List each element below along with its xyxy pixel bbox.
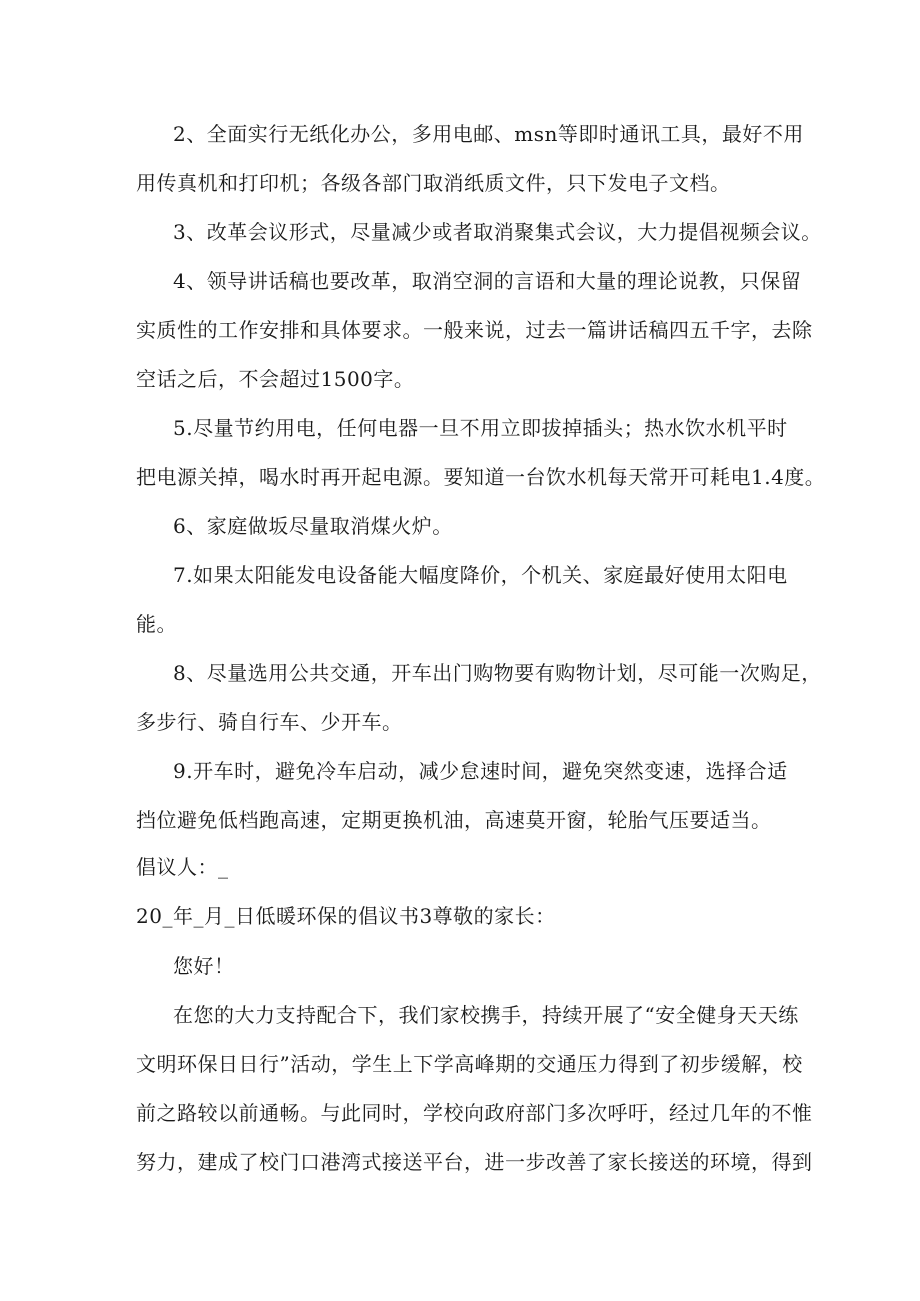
- greeting-line: 您好！: [173, 954, 235, 978]
- text-line: 多步行、骑自行车、少开车。: [136, 710, 403, 734]
- text-line: 实质性的工作安排和具体要求。一般来说，过去一篇讲话稿四五千字，去除: [136, 318, 813, 342]
- text-line: 8、尽量选用公共交通，开车出门购物要有购物计划，尽可能一次购足，: [173, 661, 822, 685]
- text-line: 2、全面实行无纸化办公，多用电邮、msn等即时通讯工具，最好不用: [173, 122, 804, 146]
- text-line: 4、领导讲话稿也要改革，取消空洞的言语和大量的理论说教，只保留: [173, 269, 802, 293]
- date-heading-line: 20_年_月_日低暖环保的倡议书3尊敬的家长：: [136, 904, 556, 928]
- text-line: 挡位避免低档跑高速，定期更换机油，高速莫开窗，轮胎气压要适当。: [136, 808, 772, 832]
- text-line: 把电源关掉，喝水时再开起电源。要知道一台饮水机每天常开可耗电1.4度。: [136, 465, 826, 489]
- text-line: 能。: [136, 612, 177, 636]
- text-line: 3、改革会议形式，尽量减少或者取消聚集式会议，大力提倡视频会议。: [173, 220, 822, 244]
- text-line: 9.开车时，避免冷车启动，减少怠速时间，避免突然变速，选择合适: [173, 759, 788, 783]
- text-line: 努力，建成了校门口港湾式接送平台，进一步改善了家长接送的环境，得到: [136, 1150, 813, 1174]
- text-line: 6、家庭做坂尽量取消煤火炉。: [173, 514, 453, 538]
- text-line: 文明环保日日行”活动，学生上下学高峰期的交通压力得到了初步缓解，校: [136, 1052, 803, 1076]
- signature-line: 倡议人：_: [136, 855, 229, 879]
- text-line: 7.如果太阳能发电设备能大幅度降价，个机关、家庭最好使用太阳电: [173, 563, 788, 587]
- text-line: 在您的大力支持配合下，我们家校携手，持续开展了“安全健身天天练: [173, 1003, 799, 1027]
- text-line: 5.尽量节约用电，任何电器一旦不用立即拔掉插头；热水饮水机平时: [173, 416, 788, 440]
- text-line: 前之路较以前通畅。与此同时，学校向政府部门多次呼吁，经过几年的不惟: [136, 1101, 813, 1125]
- text-line: 用传真机和打印机；各级各部门取消纸质文件，只下发电子文档。: [136, 171, 731, 195]
- text-line: 空话之后，不会超过1500字。: [136, 367, 415, 391]
